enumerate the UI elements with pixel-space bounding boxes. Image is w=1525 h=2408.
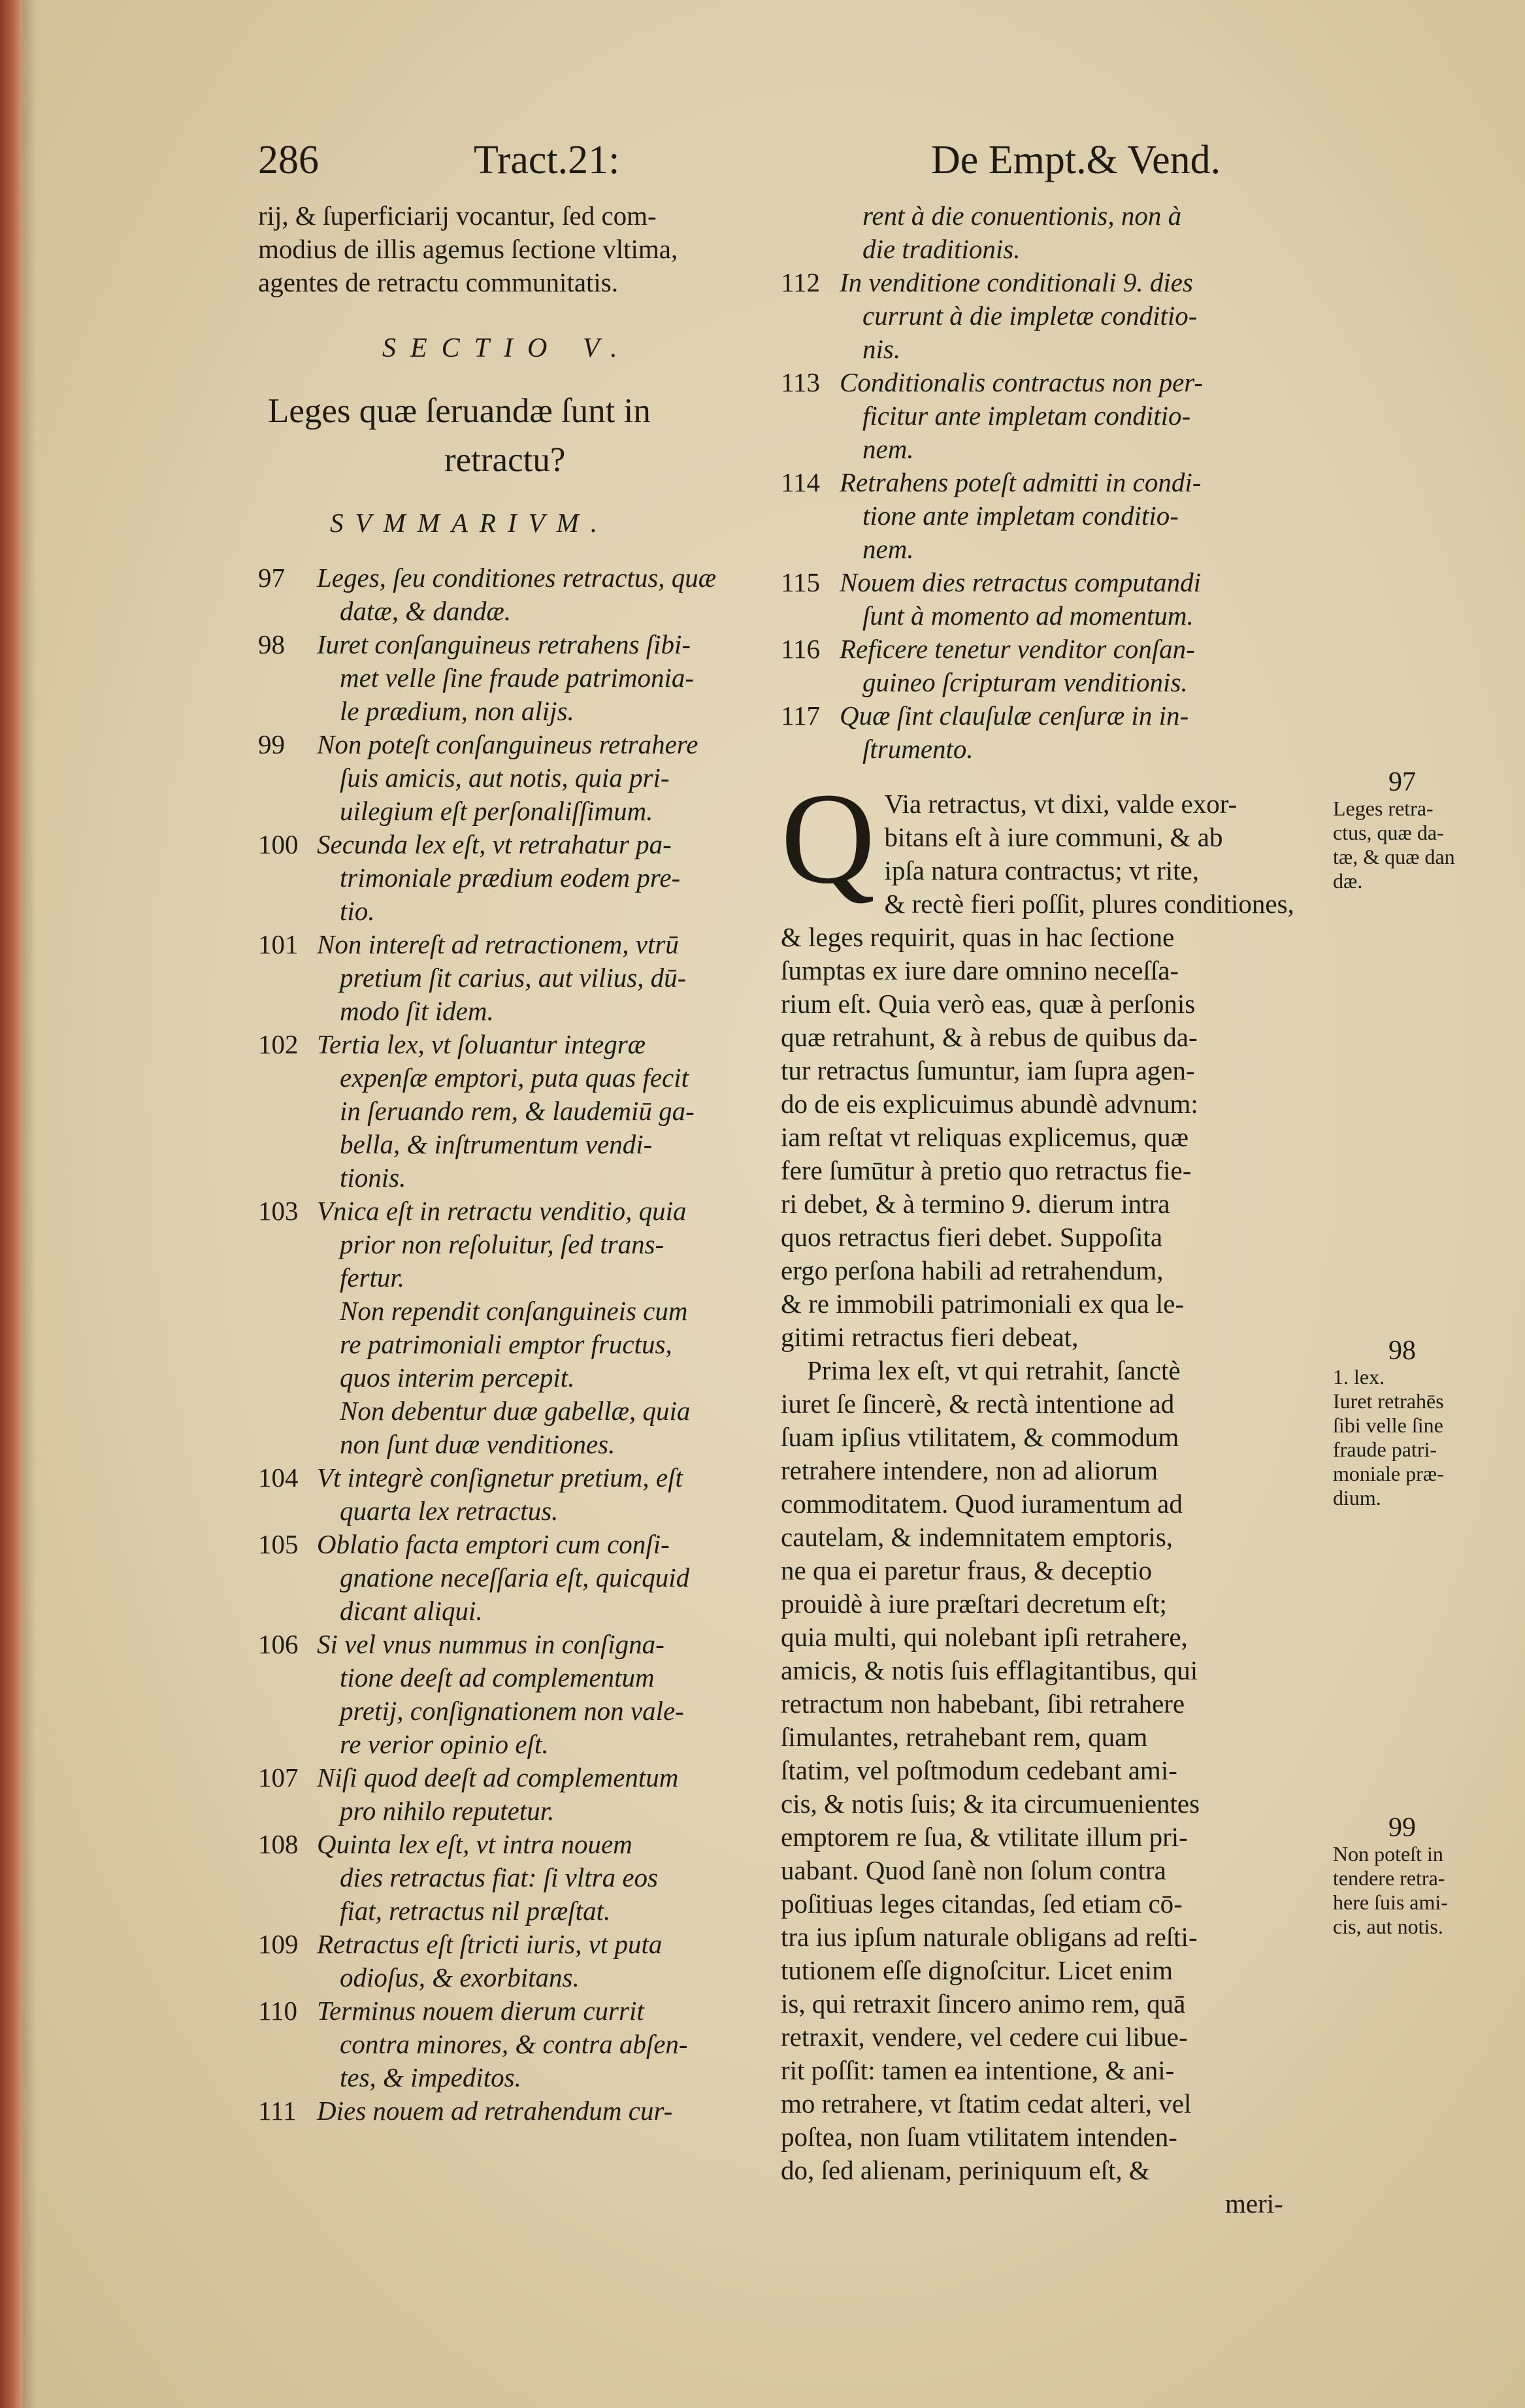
summary-entry-line (258, 1528, 800, 1561)
running-head-left: Tract.21: (474, 138, 620, 182)
summary-entry-text: Oblatio facta emptori cum conſi- (317, 1529, 670, 1559)
summary-entry-text: met velle ſine fraude patrimonia- (340, 663, 694, 693)
spacer (258, 299, 800, 332)
summary-entry-line (258, 1328, 800, 1361)
body-line: ſtatim, vel poſtmodum cedebant ami- (781, 1755, 1177, 1785)
summary-entry-line (258, 595, 800, 628)
summary-entry-line (258, 1061, 800, 1095)
summary-entry-text: dicant aliqui. (340, 1596, 483, 1626)
summary-entry-text: Niſi quod deeſt ad complementum (317, 1762, 679, 1792)
summary-entry-line (258, 795, 800, 828)
body-line: ergo perſona habili ad retrahendum, (781, 1255, 1164, 1285)
summary-entry-text: dies retractus fiat: ſi vltra eos (340, 1862, 659, 1892)
margin-note-line: dium. (1333, 1486, 1381, 1509)
summary-entry (258, 628, 800, 728)
summary-entry-text: In venditione conditionali 9. dies (840, 267, 1193, 297)
body-line: ri debet, & à termino 9. dierum intra (781, 1189, 1170, 1219)
summary-entry (781, 466, 1336, 566)
summary-entry-line (258, 995, 800, 1028)
summary-entry-text: tione ante impletam conditio- (862, 501, 1179, 531)
margin-note-line: here ſuis ami- (1333, 1890, 1448, 1914)
summary-entry-line (258, 1494, 800, 1528)
summary-entry-text: Leges, ſeu conditiones retractus, quæ (317, 563, 717, 593)
summary-entry-line (781, 666, 1336, 699)
body-line: ſimulantes, retrahebant rem, quam (781, 1722, 1148, 1752)
summary-entry-text: bella, & inſtrumentum vendi- (340, 1129, 653, 1159)
margin-note-line: tæ, & quæ dan (1333, 845, 1455, 868)
summary-entry-text: datæ, & dandæ. (340, 596, 511, 626)
summary-entry-text: ficitur ante impletam conditio- (862, 401, 1191, 431)
summary-entry-text: nem. (862, 434, 914, 464)
summary-entry-text: trimoniale prædium eodem pre- (340, 863, 681, 893)
summary-entry (258, 1461, 800, 1528)
body-line: poſitiuas leges citandas, ſed etiam cō- (781, 1888, 1183, 1919)
page-edge (0, 0, 22, 2408)
summary-entry-number: 117 (781, 701, 820, 731)
summary-entry (258, 2094, 800, 2128)
summary-entry-line (258, 1794, 800, 1828)
body-line: do, ſed alienam, periniquum eſt, & (781, 2155, 1150, 2185)
summary-entry-text: die traditionis. (862, 234, 1021, 264)
summary-entry-text: Non debentur duæ gabellæ, quia (340, 1396, 691, 1426)
body-line: retractum non habebant, ſibi retrahere (781, 1689, 1185, 1719)
margin-note-line: moniale præ- (1333, 1462, 1444, 1485)
summary-entry (258, 1628, 800, 1761)
summary-entry-number: 116 (781, 634, 820, 664)
summary-entry-number: 107 (258, 1762, 299, 1792)
summary-entry-text: quarta lex retractus. (340, 1496, 559, 1526)
drop-cap: Q (781, 767, 876, 911)
summary-entry-line (781, 733, 1336, 766)
summary-entry-text: ſuis amicis, aut notis, quia pri- (340, 763, 670, 793)
body-line: Via retractus, vt dixi, valde exor- (884, 789, 1238, 819)
spacer (258, 540, 800, 561)
summary-entry-text: tionis. (340, 1163, 406, 1193)
summary-entry (258, 1295, 800, 1394)
summary-entry-line (258, 1361, 800, 1394)
summary-entry-text: Retractus eſt ſtricti iuris, vt puta (317, 1929, 663, 1959)
body-line: iuret ſe ſincerè, & rectà intentione ad (781, 1389, 1175, 1419)
margin-note-line: tendere retra- (1333, 1866, 1445, 1890)
summary-entry-line (781, 433, 1336, 466)
margin-note-line: dæ. (1333, 869, 1363, 893)
summary-entry-line (258, 1161, 800, 1195)
summary-entry-text: Nouem dies retractus computandi (840, 567, 1202, 597)
summary-entry-text: Vt integrè conſignetur pretium, eſt (317, 1462, 683, 1493)
right-column (781, 199, 1336, 2220)
summary-entry-line (258, 1728, 800, 1761)
summary-entry-text: tione deeſt ad complementum (340, 1662, 655, 1692)
summary-entry-line (781, 633, 1336, 666)
summary-entry-line (781, 299, 1336, 333)
summary-entry-text: re verior opinio eſt. (340, 1729, 549, 1759)
summary-entry-text: gnatione neceſſaria eſt, quicquid (340, 1562, 690, 1592)
summary-entry-number: 105 (258, 1529, 299, 1559)
margin-note-line: Iuret retrahēs (1333, 1389, 1444, 1413)
body-paragraph (781, 767, 1336, 2220)
summary-entry-line (258, 1828, 800, 1861)
summary-entry-text: nem. (862, 534, 914, 564)
margin-note-number: 99 (1388, 1813, 1416, 1843)
summary-entry-line (781, 699, 1336, 733)
summary-entry-text: expenſæ emptori, puta quas fecit (340, 1063, 689, 1093)
intro-line: modius de illis agemus ſectione vltima, (258, 234, 678, 264)
body-line: ipſa natura contractus; vt rite, (884, 855, 1200, 885)
summary-entry (258, 1195, 800, 1295)
summary-entry-line (781, 566, 1336, 599)
summary-entry-text: contra minores, & contra abſen- (340, 2029, 688, 2059)
summary-entry-number: 114 (781, 467, 820, 497)
summary-entry-text: tes, & impeditos. (340, 2062, 521, 2092)
body-line: amicis, & notis ſuis efflagitantibus, qui (781, 1655, 1198, 1685)
summary-entry-text: pro nihilo reputetur. (340, 1796, 555, 1826)
intro-line: rij, & ſuperficiarij vocantur, ſed com- (258, 201, 657, 231)
summary-entry (258, 1928, 800, 1994)
summary-entry-line (258, 1694, 800, 1728)
margin-note-line: cis, aut notis. (1333, 1915, 1443, 1938)
summary-entry-text: Quinta lex eſt, vt intra nouem (317, 1829, 632, 1859)
summary-heading: SVMMARIVM. (330, 508, 610, 538)
summary-entry-text: Dies nouem ad retrahendum cur- (317, 2096, 673, 2126)
body-line: quia multi, qui nolebant ipſi retrahere, (781, 1622, 1188, 1652)
summary-entry-text: ſtrumento. (862, 734, 974, 764)
body-line: tur retractus ſumuntur, iam ſupra agen- (781, 1055, 1195, 1085)
summary-entry-line (258, 1961, 800, 1994)
summary-entry-text: currunt à die impletæ conditio- (862, 301, 1198, 331)
summary-entry-line (258, 1461, 800, 1494)
summary-entry (258, 1828, 800, 1928)
summary-entry-text: quos interim percepit. (340, 1362, 575, 1393)
summary-entry-text: Non poteſt conſanguineus retrahere (317, 729, 698, 759)
body-line: poſtea, non ſuam vtilitatem intenden- (781, 2122, 1177, 2152)
summary-entry-line (258, 928, 800, 961)
margin-note (1333, 1813, 1448, 1939)
summary-entry-line (258, 1195, 800, 1228)
summary-entry-text: Si vel vnus nummus in conſigna- (317, 1629, 664, 1659)
summary-entry (781, 266, 1336, 366)
summary-entry-text: Iuret conſanguineus retrahens ſibi- (317, 629, 691, 659)
summary-entry-text: tio. (340, 896, 375, 926)
summary-entry-number: 97 (258, 563, 285, 593)
summary-entry-number: 101 (258, 929, 299, 959)
summary-entry-line (258, 1028, 800, 1061)
summary-entry (258, 1994, 800, 2094)
summary-entry-text: Quæ ſint clauſulæ cenſuræ in in- (840, 701, 1189, 731)
summary-entry-text: fertur. (340, 1262, 405, 1293)
margin-note-line: Non poteſt in (1333, 1842, 1443, 1866)
body-line: rit poſſit: tamen ea intentione, & ani- (781, 2055, 1175, 2085)
summary-entry-line (781, 333, 1336, 366)
summary-entry-line (258, 1894, 800, 1928)
summary-entry-line (258, 1295, 800, 1328)
summary-entry-text: prior non reſoluitur, ſed trans- (340, 1229, 664, 1259)
summary-entry-text: nis. (862, 334, 901, 364)
summary-entry-line (258, 1861, 800, 1894)
margin-note-line: ſibi velle ſine (1333, 1413, 1443, 1437)
section-title-line1: Leges quæ ſeruandæ ſunt in (268, 392, 651, 430)
summary-entry-number: 108 (258, 1829, 299, 1859)
body-line: meri- (1225, 2188, 1283, 2218)
summary-entry-text: ſunt à momento ad momentum. (862, 601, 1194, 631)
body-line: cautelam, & indemnitatem emptoris, (781, 1522, 1173, 1552)
intro-line: agentes de retractu communitatis. (258, 267, 619, 297)
body-line: rium eſt. Quia verò eas, quæ à perſonis (781, 989, 1196, 1019)
summary-entry-line (258, 1594, 800, 1628)
summary-entry-line (781, 199, 1336, 233)
summary-entry-line (258, 861, 800, 895)
summary-entry (258, 728, 800, 828)
summary-entry-line (258, 1561, 800, 1594)
summary-entry-line (258, 1928, 800, 1961)
summary-entry-text: Vnica eſt in retractu venditio, quia (317, 1196, 687, 1226)
summary-entry-text: re patrimoniali emptor fructus, (340, 1329, 672, 1359)
summary-entry-number: 104 (258, 1462, 299, 1493)
margin-note-number: 98 (1388, 1336, 1416, 1366)
summary-entry-number: 98 (258, 629, 285, 659)
summary-entry-line (781, 366, 1336, 399)
summary-entry-number: 113 (781, 367, 820, 397)
summary-entry-line (258, 628, 800, 661)
summary-entry-text: modo ſit idem. (340, 996, 494, 1026)
margin-note-line: 1. lex. (1333, 1365, 1385, 1389)
body-line: tra ius ipſum naturale obligans ad reſti- (781, 1922, 1198, 1952)
summary-entry (258, 1394, 800, 1461)
summary-entry (258, 928, 800, 1028)
summary-entry-line (781, 499, 1336, 533)
summary-entry-number: 110 (258, 1996, 297, 2026)
summary-entry-text: Non intereſt ad retractionem, vtrū (317, 929, 679, 959)
body-line: is, qui retraxit ſincero animo rem, quā (781, 1988, 1186, 2019)
body-line: retrahere intendere, non ad aliorum (781, 1455, 1158, 1485)
summary-entry-line (258, 761, 800, 795)
summary-entry (781, 699, 1336, 766)
summary-entry-line (258, 1761, 800, 1794)
summary-entry-line (258, 1661, 800, 1694)
summary-entry-line (258, 1128, 800, 1161)
summary-entry-text: non ſunt duæ venditiones. (340, 1429, 615, 1459)
summary-entry (781, 566, 1336, 633)
body-line: ſumptas ex iure dare omnino neceſſa- (781, 955, 1179, 985)
margin-note (1333, 768, 1455, 893)
summary-entry-line (781, 266, 1336, 299)
body-line: uabant. Quod ſanè non ſolum contra (781, 1855, 1166, 1885)
body-line: quos retractus fieri debet. Suppoſita (781, 1222, 1163, 1252)
margin-note (1333, 1336, 1444, 1510)
summary-entry-line (781, 233, 1336, 266)
summary-entry-number: 103 (258, 1196, 299, 1226)
summary-entry-line (258, 1261, 800, 1295)
summary-entry-line (258, 1228, 800, 1261)
summary-entry-number: 109 (258, 1929, 299, 1959)
body-line: ſuam ipſius vtilitatem, & commodum (781, 1422, 1179, 1452)
summary-entry-line (258, 1628, 800, 1661)
page-edge-shadow (22, 0, 37, 2408)
summary-entry-number: 112 (781, 267, 820, 297)
summary-entry-number: 99 (258, 729, 285, 759)
spacer (258, 365, 800, 387)
summary-entry (781, 633, 1336, 699)
summary-entry-line (258, 661, 800, 695)
summary-entry (258, 1761, 800, 1828)
section-heading: SECTIO V. (382, 333, 632, 363)
summary-entry (781, 199, 1336, 266)
body-line: Prima lex eſt, vt qui retrahit, ſanctè (807, 1355, 1181, 1385)
margin-note-number: 97 (1388, 767, 1416, 797)
summary-entry-text: Conditionalis contractus non per- (840, 367, 1204, 397)
summary-entry-line (258, 1994, 800, 2028)
body-line: & rectè fieri poſſit, plures conditiones, (884, 889, 1294, 919)
summary-entry-text: Secunda lex eſt, vt retrahatur pa- (317, 829, 672, 859)
margin-note-line: Leges retra- (1333, 797, 1434, 820)
summary-entry-text: guineo ſcripturam venditionis. (862, 667, 1188, 697)
body-line: prouidè à iure præſtari decretum eſt; (781, 1589, 1167, 1619)
body-line: commoditatem. Quod iuramentum ad (781, 1489, 1183, 1519)
summary-entry (258, 828, 800, 928)
body-line: tutionem eſſe dignoſcitur. Licet enim (781, 1955, 1173, 1985)
summary-entry-number: 106 (258, 1629, 299, 1659)
body-line: cis, & notis ſuis; & ita circumuenientes (781, 1789, 1200, 1819)
summary-entry (258, 1528, 800, 1628)
summary-entry-line (258, 728, 800, 761)
running-head-right: De Empt.& Vend. (931, 138, 1221, 182)
body-line: retraxit, vendere, vel cedere cui libue- (781, 2022, 1188, 2052)
body-line: & leges requirit, quas in hac ſectione (781, 922, 1175, 952)
summary-entry-text: pretium ſit carius, aut vilius, dū- (340, 963, 687, 993)
body-line: fere ſumūtur à pretio quo retractus fie- (781, 1155, 1192, 1185)
summary-entry-number: 100 (258, 829, 299, 859)
left-column (258, 199, 800, 2128)
body-line: quæ retrahunt, & à rebus de quibus da- (781, 1022, 1198, 1052)
summary-entry-text: Reficere tenetur venditor conſan- (840, 634, 1195, 664)
body-line: ne qua ei paretur fraus, & deceptio (781, 1555, 1153, 1585)
summary-entry-line (781, 533, 1336, 566)
summary-entry (781, 366, 1336, 466)
summary-entry-text: rent à die conuentionis, non à (862, 201, 1182, 231)
body-line: emptorem re ſua, & vtilitate illum pri- (781, 1822, 1188, 1852)
body-line: & re immobili patrimoniali ex qua le- (781, 1289, 1185, 1319)
summary-entry-text: Non rependit conſanguineis cum (340, 1296, 688, 1326)
summary-entry-line (258, 2028, 800, 2061)
summary-entry-line (258, 1428, 800, 1461)
summary-entry-line (258, 1095, 800, 1128)
summary-entry-number: 111 (258, 2096, 297, 2126)
summary-entry-text: fiat, retractus nil præſtat. (340, 1896, 611, 1926)
summary-entry-line (781, 599, 1336, 633)
summary-entry-line (258, 828, 800, 861)
summary-entry-line (258, 961, 800, 995)
summary-entry-line (781, 466, 1336, 499)
summary-entry-text: odioſus, & exorbitans. (340, 1962, 580, 1992)
section-title-line2: retractu? (444, 441, 566, 479)
summary-entry-text: Tertia lex, vt ſoluantur integræ (317, 1029, 646, 1059)
summary-entry-line (258, 2061, 800, 2094)
summary-entry-line (258, 2094, 800, 2128)
summary-entry (258, 1028, 800, 1195)
summary-entry-text: Retrahens poteſt admitti in condi- (840, 467, 1202, 497)
body-line: bitans eſt à iure communi, & ab (884, 822, 1223, 852)
body-line: do de eis explicuimus abundè advnum: (781, 1089, 1198, 1119)
summary-entry-line (258, 895, 800, 928)
margin-note-line: ctus, quæ da- (1333, 821, 1444, 844)
summary-entry-number: 102 (258, 1029, 299, 1059)
summary-entry-number: 115 (781, 567, 820, 597)
summary-entry-text: Terminus nouem dierum currit (317, 1996, 644, 2026)
summary-entry-line (258, 1394, 800, 1428)
summary-entry-text: le prædium, non alijs. (340, 696, 574, 726)
body-line: iam reſtat vt reliquas explicemus, quæ (781, 1122, 1189, 1152)
summary-entry-line (781, 399, 1336, 433)
summary-entry (258, 561, 800, 628)
summary-entry-line (258, 695, 800, 728)
body-line: gitimi retractus fieri debeat, (781, 1322, 1079, 1352)
spacer (258, 485, 800, 506)
summary-entry-text: in ſeruando rem, & laudemiū ga- (340, 1096, 695, 1126)
margin-note-line: fraude patri- (1333, 1438, 1437, 1461)
body-line: mo retrahere, vt ſtatim cedat alteri, vel (781, 2088, 1192, 2119)
page-number: 286 (258, 138, 319, 182)
summary-entry-text: pretij, conſignationem non vale- (340, 1696, 684, 1726)
summary-entry-line (258, 561, 800, 595)
summary-entry-text: uilegium eſt perſonaliſſimum. (340, 796, 653, 826)
